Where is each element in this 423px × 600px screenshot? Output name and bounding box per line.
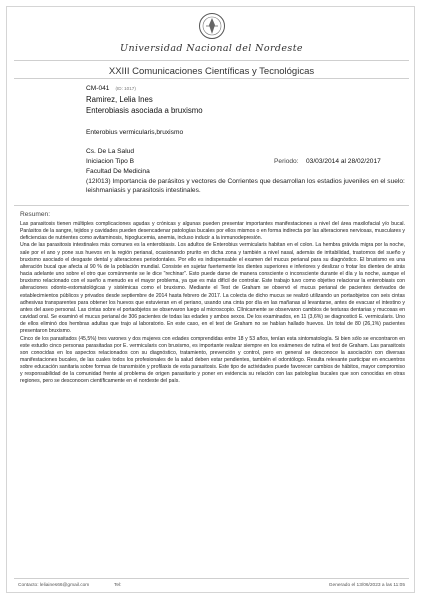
periodo-label: Periodo:: [274, 158, 299, 165]
university-name: Universidad Nacional del Nordeste: [120, 43, 303, 54]
congress-title: XXIII Comunicaciones Científicas y Tecnológicas: [108, 66, 315, 77]
area-beca-value: Cs. De La Salud: [86, 148, 135, 155]
lugar-trabajo-value: Facultad De Medicina: [86, 168, 150, 175]
orden-poster-value: [86, 84, 136, 94]
footer-generated: Generado el 13/06/2023 a las 11:05: [328, 583, 405, 588]
resumen-paragraph-1: Las parasitosis tienen múltiples complicaciones agudas y crónicas y algunas pueden presentar importantes manifestaciones a nivel del área maxilofacial y/o bucal. Parásitos de la sangre, tejidos y cavidades pueden desencadenar patologías bucales por ellos mismos o en forma indirecta por las alteraciones nerviosas, musculares y deficiencias de nutrientes como avitaminosis, hipoglucemia, anemia, incluso inducir a la inmunodepresión.: [20, 221, 405, 242]
footer-rule: [14, 578, 409, 579]
header-rule-bottom: [14, 78, 409, 79]
proyecto-value: (12I013) Importancia de parásitos y vectores de Corrientes que desarrollan los estadios juveniles en el suelo: leishmaniasis y parasitosis intestinales.: [86, 178, 405, 194]
resumen-title: Resumen:: [20, 211, 51, 218]
header-rule-top: [14, 60, 409, 61]
orden-poster-code: CM-041: [86, 85, 110, 92]
tipo-beca-value: Iniciacion Tipo B: [86, 158, 135, 165]
palabras-clave-value: Enterobius vermicularis,bruxismo: [86, 129, 184, 136]
resumen-body: [20, 221, 405, 386]
orden-poster-id: (ID: 1017): [115, 86, 136, 91]
resumen-paragraph-3: Cinco de los parasitados (45,5%) tres varones y dos mujeres con edades comprendidas entre 18 y 53 años, tenían esta sintomatología. Si bien sólo se encontraron en este estudio cinco personas parasitadas por E. vermicularis con bruxismo, es importante realizar siempre en los exámenes de rutina el test de Graham. Las parasitosis son conocidas en los aspectos relacionados con su diagnóstico, tratamiento, prevención y control, pero en general se desconoce la asociación con diversas manifestaciones bucales, de las cuales todos los profesionales de la salud deben estar pendientes, también el odontólogo. Resulta relevante participar en encuentros sobre educación sanitaria sobre formas de transmisión y profilaxis de esta parasitosis. Este tipo de actividades puede favorecer cambios de hábitos, mayor compromiso y responsabilidad de la comunidad frente al problema de origen parasitario y poner en evidencia su relación con las patologías bucales que son conocidas en otras regiones, pero se desconocen científicamente en el nordeste del país.: [20, 335, 405, 385]
resumen-paragraph-2: Una de las parasitosis intestinales más comunes es la enterobiasis. Los adultos de Enterobius vermicularis habitan en el colon. La hembra grávida migra por la noche, sale por el ano y pone sus huevos en la región perianal, ocasionando prurito en dicha zona y también a nivel nasal, además de irritabilidad, trastornos del sueño y bruxismo asociado el desgaste dental y alteraciones periodontales. Por ello es indispensable el examen del mucus perianal para su diagnóstico. El bruxismo es una alteración bucal que afecta al 90 % de la población mundial. Consiste en sujetar fuertemente los dientes superiores e inferiores y deslizar o frotar los dientes de atrás hacia adelante uno sobre el otro que comúnmente se le dice "rechinar". Esto puede darse de manera consciente o inconsciente durante el día y la noche, aunque el bruxismo relacionado con el sueño a menudo es el mayor problema, ya que es más difícil de controlar. Este trabajo tuvo como objetivo relacionar la enterobiasis con alteraciones odonto-estomatológicas y sistémicas como el bruxismo. Mediante el Test de Graham se observó el mucus perianal de pacientes derivados de establecimientos públicos y privados desde septiembre de 2014 hasta febrero de 2017. La colecta de dicho mucus se realizó utilizando un portaobjetos con seis cintas adhesivas transparentes para obtener los huevos que estuvieran en el periano, usando una cinta por día en las mañanas al levantarse, antes de evacuar el intestino y antes del aseo personal. Las cintas sobre el portaobjetos se observaron luego al microscopio. Clínicamente se observaron cambios de texturas dentarias y mucosas en cavidad oral. Se examinó el mucus perianal de 306 pacientes de todas las edades y ambos sexos. De los examinados, en 11 (3,6%) se diagnosticó E. vermicularis. Uno de ellos eliminó dos hembras adultas que trajo al laboratorio. En este caso, en el test de Graham no se habían hallado huevos. Un total de 80 (26,1%) pacientes presentaron bruxismo.: [20, 242, 405, 335]
periodo-value: 03/03/2014 al 28/02/2017: [306, 158, 381, 165]
header: [0, 12, 423, 54]
section-rule: [14, 205, 409, 206]
autor-value: Ramirez, Lelia Ines: [86, 95, 153, 104]
titulo-value: Enterobiasis asociada a bruxismo: [86, 106, 203, 115]
university-seal-icon: [198, 12, 226, 40]
footer-contact: Contacto: leliaines66@gmail.com: [18, 583, 90, 588]
footer-tel: Tel:: [114, 583, 122, 588]
